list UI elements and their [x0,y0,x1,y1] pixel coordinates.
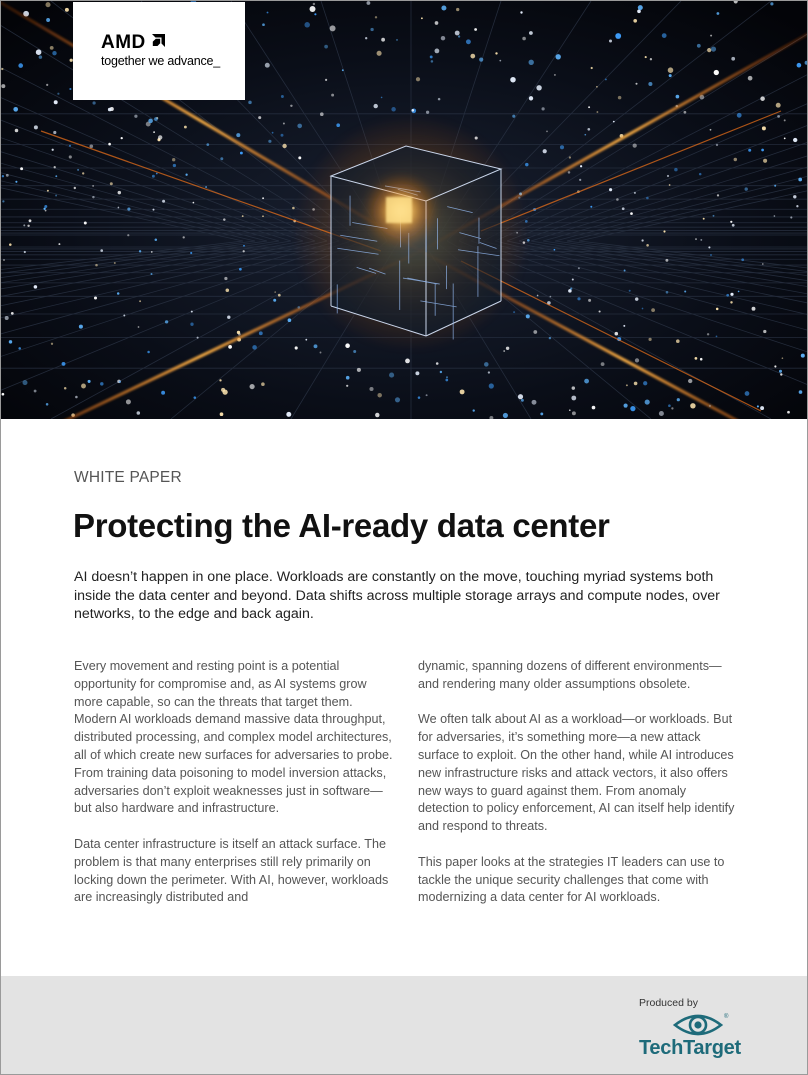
techtarget-logo: TechTarget [639,1037,741,1059]
body-paragraph: We often talk about AI as a workload—or workloads. But for adversaries, it’s something more—a new attack surface to exploit. On the other hand, while AI introduces new infrastructure risks and attack vectors, it also offers new ways to guard against them. From anomaly detection to policy enforcement, AI can itself help identify and respond to threats. [418,712,735,834]
hero-image [1,1,807,419]
body-paragraph: dynamic, spanning dozens of different environments—and rendering many older assumptions obsolete. [418,659,722,691]
left-column [74,658,394,925]
document-title: Protecting the AI-ready data center [73,507,610,544]
footer-band [1,976,807,1074]
body-paragraph: This paper looks at the strategies IT leaders can use to tackle the unique security challenges that come with modernizing a data center for AI workloads. [418,854,725,905]
intro-paragraph: AI doesn’t happen in one place. Workloads are constantly on the move, touching myriad systems both inside the data center and beyond. Data shifts across multiple storage arrays and compute nodes, over networks, to the edge and back again. [74,569,720,622]
amd-logo: AMD [101,32,146,53]
right-column [418,658,738,925]
body-paragraph: Every movement and resting point is a potential opportunity for compromise and, as AI systems grow more capable, so can the threats that target them. Modern AI workloads demand massive data throughput, distributed processing, and complex model architectures, all of which create new surfaces for adversaries to probe. From training data poisoning to model inversion attacks, adversaries don’t exploit weaknesses just in software—but also hardware and infrastructure. [74,659,393,816]
amd-tagline: together we advance_ [101,54,221,68]
produced-by-label: Produced by [639,997,698,1009]
amd-arrow-icon [152,34,165,47]
document-type-label: WHITE PAPER [74,469,182,486]
registered-mark: ® [724,1014,729,1020]
amd-logo-box [73,2,245,100]
body-paragraph: Data center infrastructure is itself an attack surface. The problem is that many enterprises still rely primarily on locking down the perimeter. With AI, however, workloads are increasingly distributed and [74,836,389,905]
eye-icon [673,1011,723,1039]
